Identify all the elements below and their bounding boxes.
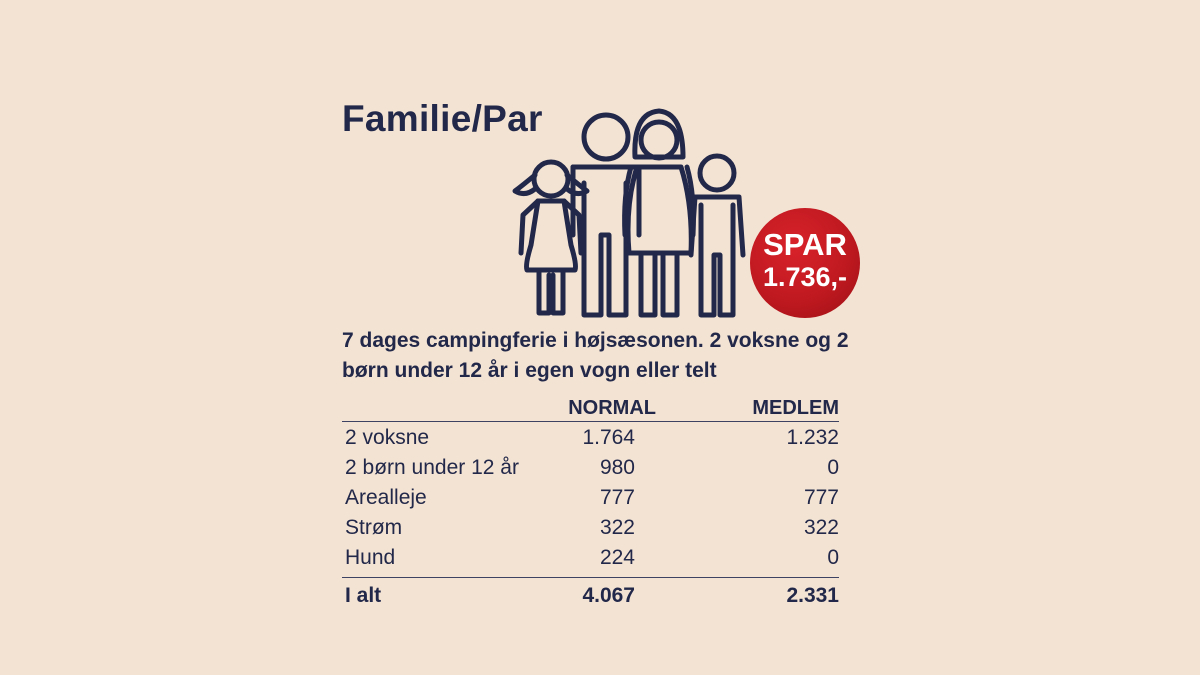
badge-amount: 1.736,- <box>762 262 848 292</box>
description-text: 7 dages campingferie i højsæsonen. 2 voksne og 2 børn under 12 år i egen vogn eller telt <box>342 329 849 382</box>
row-normal-price: 980 <box>599 456 635 479</box>
table-row <box>342 482 839 512</box>
row-normal-price: 224 <box>599 546 635 569</box>
row-normal-price: 777 <box>599 486 635 509</box>
family-icon <box>505 105 755 320</box>
row-label: Arealleje <box>345 486 427 509</box>
row-label: Hund <box>345 546 396 569</box>
total-row <box>342 577 839 612</box>
row-label: 2 voksne <box>345 426 430 449</box>
header-medlem: MEDLEM <box>752 397 839 419</box>
badge-label: SPAR <box>763 227 847 262</box>
table-row <box>342 452 839 482</box>
row-member-price: 0 <box>827 456 839 479</box>
total-member-price: 2.331 <box>786 584 839 607</box>
row-label: Strøm <box>345 516 403 539</box>
row-member-price: 0 <box>827 546 839 569</box>
row-normal-price: 322 <box>599 516 635 539</box>
row-member-price: 777 <box>803 486 839 509</box>
price-table <box>342 395 839 612</box>
woman-figure-icon <box>625 111 694 315</box>
row-normal-price: 1.764 <box>582 426 635 449</box>
total-label: I alt <box>345 584 382 607</box>
table-row <box>342 542 839 572</box>
row-label: 2 børn under 12 år <box>345 456 519 479</box>
girl-figure-icon <box>515 162 587 313</box>
header-normal: NORMAL <box>568 397 656 419</box>
savings-badge <box>750 208 860 318</box>
page-title: Familie/Par <box>342 98 543 139</box>
table-header <box>342 395 839 422</box>
row-member-price: 1.232 <box>786 426 839 449</box>
table-row <box>342 422 839 452</box>
total-normal-price: 4.067 <box>582 584 635 607</box>
table-row <box>342 512 839 542</box>
row-member-price: 322 <box>803 516 839 539</box>
boy-figure-icon <box>691 156 743 315</box>
